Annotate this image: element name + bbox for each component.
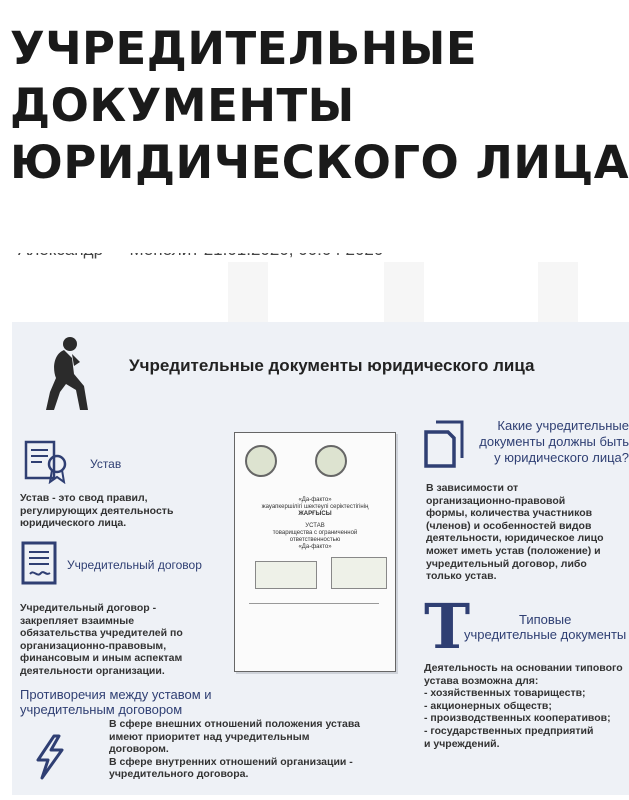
doc-line-7: «Да-факто» [298, 544, 332, 550]
text-line: В сфере внешних отношений положения устава [109, 718, 360, 730]
text-line: юридического лица. [20, 517, 127, 530]
text-line: - хозяйственных товариществ; [424, 687, 586, 700]
infographic-title: Учредительные документы юридического лица [129, 356, 535, 375]
which-title [464, 418, 629, 466]
title-line: у юридического лица? [494, 450, 629, 465]
text-line: может иметь устав (положение) и [426, 544, 601, 557]
ghost-block [384, 262, 424, 328]
charter-document-image [234, 432, 396, 672]
doc-line-1: «Да-факто» [298, 497, 332, 503]
dogovor-text [20, 602, 183, 678]
text-line: Устав - это свод правил, [20, 492, 148, 504]
text-line: деятельности, юридическое лицо [426, 532, 604, 545]
text-line: учредительный договор, либо [426, 557, 587, 570]
text-line: - производственных кооперативов; [424, 712, 611, 725]
doc-rule [249, 603, 379, 604]
text-line: финансовым и иным аспектам [20, 652, 183, 665]
thinker-icon [36, 332, 94, 412]
ghost-block [228, 262, 268, 328]
infographic [12, 322, 629, 795]
text-line: устава возможна для: [424, 674, 539, 687]
text-line: В зависимости от [426, 482, 519, 494]
stamp-right [315, 445, 347, 477]
page-title-line-1: УЧРЕДИТЕЛЬНЫЕ [10, 22, 478, 75]
doc-line-6: ответственностью [289, 537, 341, 543]
text-line: - акционерных обществ; [424, 699, 552, 712]
text-line: регулирующих деятельность [20, 504, 174, 517]
text-line: договором. [109, 743, 169, 756]
page-title-line-3: ЮРИДИЧЕСКОГО ЛИЦА [10, 136, 629, 189]
meta-overlay [0, 213, 492, 253]
contradictions-text [109, 718, 360, 781]
text-line: только устав. [426, 570, 497, 583]
ustav-text [20, 492, 173, 530]
title-line: Противоречия между уставом и [20, 687, 212, 702]
doc-line-2: жауапкершілігі шектеулі серіктестігінің [261, 504, 369, 510]
text-line: - государственных предприятий [424, 724, 594, 737]
documents-icon [422, 418, 466, 470]
contradictions-title [20, 687, 212, 717]
page-title-line-2: ДОКУМЕНТЫ [10, 79, 355, 132]
doc-line-4: УСТАВ [305, 523, 325, 529]
typical-title [464, 612, 626, 642]
title-line: Какие учредительные [497, 418, 629, 433]
title-line: учредительные документы [464, 627, 627, 642]
doc-slip-right [331, 557, 387, 589]
text-line: обязательства учредителей по [20, 627, 183, 640]
title-line: документы должны быть [479, 434, 629, 449]
text-line: (членов) и особенностей видов [426, 519, 592, 532]
lightning-icon [32, 734, 66, 780]
text-line: формы, количества участников [426, 507, 593, 520]
typical-letter-icon: T [424, 590, 471, 663]
text-line: Учредительный договор - [20, 602, 157, 614]
text-line: В сфере внутренних отношений организации - [109, 755, 353, 768]
text-line: организационно-правовой [426, 494, 566, 507]
text-line: учредительного договора. [109, 768, 249, 781]
ghost-block [538, 262, 578, 328]
text-line: организационно-правовым, [20, 639, 167, 652]
ustav-title: Устав [90, 457, 122, 471]
typical-text [424, 662, 623, 750]
doc-line-5: товарищества с ограниченной [272, 530, 358, 536]
certificate-icon [24, 440, 70, 484]
text-line: и учреждений. [424, 737, 500, 750]
which-text [426, 482, 604, 583]
title-line: учредительным договором [20, 702, 183, 717]
text-line: закрепляет взаимные [20, 614, 135, 627]
title-line: Типовые [519, 612, 572, 627]
page-title [10, 20, 629, 191]
doc-slip-left [255, 561, 317, 589]
text-line: имеют приоритет над учредительным [109, 730, 310, 743]
dogovor-title: Учредительный договор [67, 558, 202, 572]
contract-icon [20, 540, 60, 586]
doc-line-3: ЖАРҒЫСЫ [298, 511, 332, 517]
text-line: Деятельность на основании типового [424, 662, 623, 674]
stamp-left [245, 445, 277, 477]
text-line: деятельности организации. [20, 664, 165, 677]
